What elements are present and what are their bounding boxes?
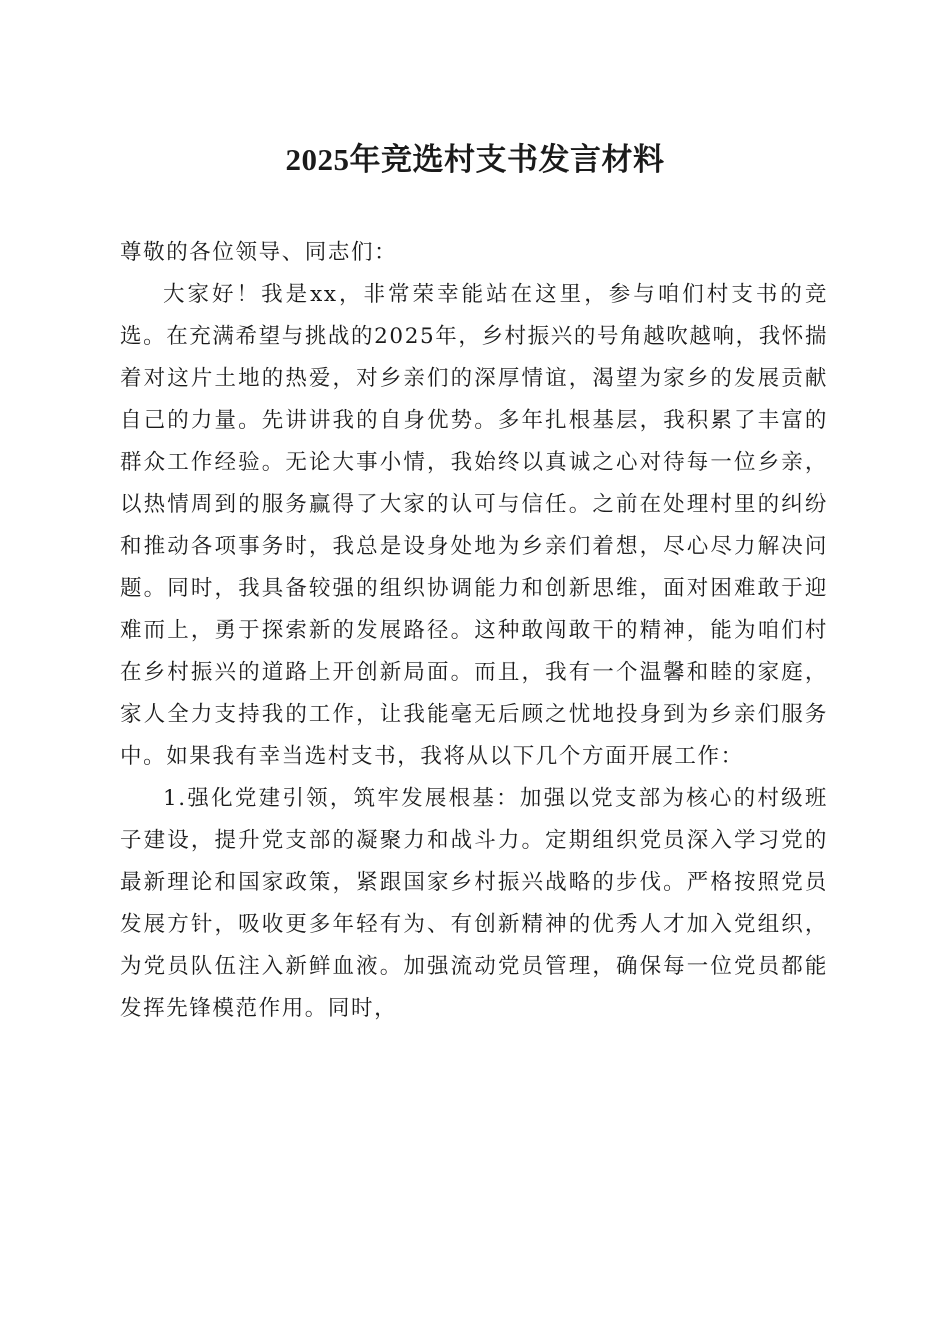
salutation: 尊敬的各位领导、同志们： (120, 240, 398, 265)
paragraph-intro: 大家好！我是xx，非常荣幸能站在这里，参与咱们村支书的竞选。在充满希望与挑战的2025年，乡村振兴的号角越吹越响，我怀揣着对这片土地的热爱，对乡亲们的深厚情谊，渴望为家乡的发展贡献自己的力量。先讲讲我的自身优势。多年扎根基层，我积累了丰富的群众工作经验。无论大事小情，我始终以真诚之心对待每一位乡亲，以热情周到的服务赢得了大家的认可与信任。之前在处理村里的纠纷和推动各项事务时，我总是设身处地为乡亲们着想，尽心尽力解决问题。同时，我具备较强的组织协调能力和创新思维，面对困难敢于迎难而上，勇于探索新的发展路径。这种敢闯敢干的精神，能为咱们村在乡村振兴的道路上开创新局面。而且，我有一个温馨和睦的家庭，家人全力支持我的工作，让我能毫无后顾之忧地投身到为乡亲们服务中。如果我有幸当选村支书，我将从以下几个方面开展工作： (120, 282, 828, 769)
document-body (120, 232, 828, 1030)
document-title: 2025年竞选村支书发言材料 (285, 142, 665, 177)
paragraph-item-1: 1.强化党建引领，筑牢发展根基：加强以党支部为核心的村级班子建设，提升党支部的凝聚力和战斗力。定期组织党员深入学习党的最新理论和国家政策，紧跟国家乡村振兴战略的步伐。严格按照党员发展方针，吸收更多年轻有为、有创新精神的优秀人才加入党组织，为党员队伍注入新鲜血液。加强流动党员管理，确保每一位党员都能发挥先锋模范作用。同时， (120, 786, 828, 1021)
